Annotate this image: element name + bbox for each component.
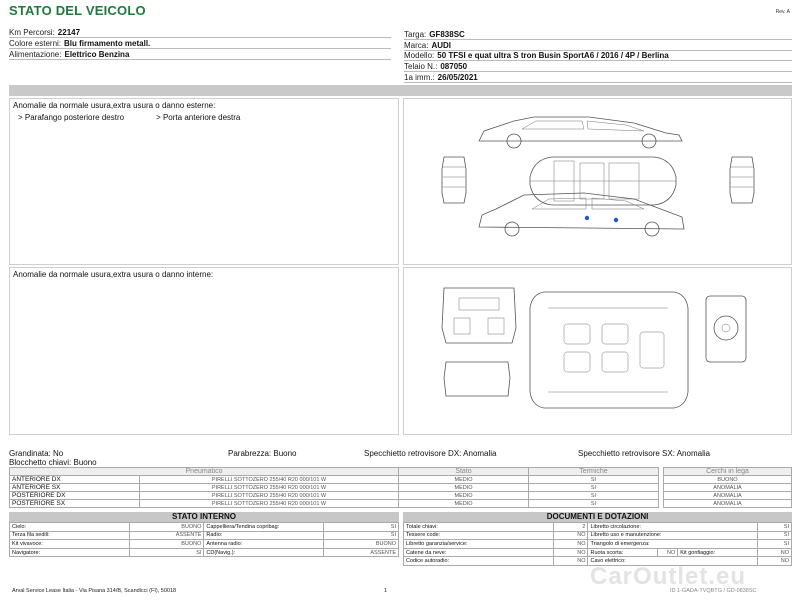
tyre-position: ANTERIORE SX xyxy=(10,484,140,492)
field-label: Tessere code: xyxy=(404,531,554,540)
field-value: NO xyxy=(758,557,792,566)
field-label: Codice autoradio: xyxy=(404,557,554,566)
field-value: SI xyxy=(129,548,204,557)
interior-car-diagram xyxy=(404,268,791,434)
mirror-right-status: Specchietto retrovisore DX: Anomalia xyxy=(364,449,497,458)
tyre-position: POSTERIORE SX xyxy=(10,500,140,508)
section-divider xyxy=(9,85,792,96)
color-row xyxy=(9,38,391,49)
dashboard-view xyxy=(442,288,516,343)
field-label: CD(Navig.): xyxy=(204,548,324,557)
table-row xyxy=(404,540,792,549)
field-label: Libretto circolazione: xyxy=(588,523,758,532)
field-label: Libretto garanzia/service: xyxy=(404,540,554,549)
field-value: ASSENTE xyxy=(129,531,204,540)
tyre-winter: SI xyxy=(529,476,659,484)
registration-row xyxy=(404,72,792,83)
exterior-damage-item: > Porta anteriore destra xyxy=(156,113,241,122)
field-value: SI xyxy=(758,523,792,532)
documents-table xyxy=(403,522,792,566)
column-header-tyre: Pneumatico xyxy=(10,468,399,476)
mirror-left-status: Specchietto retrovisore SX: Anomalia xyxy=(578,449,711,458)
interior-status-title: STATO INTERNO xyxy=(9,512,399,522)
tyre-position: ANTERIORE DX xyxy=(10,476,140,484)
field-value: SI xyxy=(324,531,399,540)
interior-diagram-panel xyxy=(403,267,792,435)
field-label: Antenna radio: xyxy=(204,540,324,549)
column-header-condition: Stato xyxy=(399,468,529,476)
field-value: SI xyxy=(758,531,792,540)
tyre-model: PIRELLI SOTTOZERO 255/40 R20 000/101 W xyxy=(140,484,399,492)
rim-condition: ANOMALIA xyxy=(664,484,792,492)
brand-label: Marca: xyxy=(404,41,429,50)
exterior-damage-panel xyxy=(9,98,399,265)
km-row xyxy=(9,27,391,38)
field-label: Cielo: xyxy=(10,523,130,532)
interior-damage-title: Anomalie da normale usura,extra usura o danno interne: xyxy=(13,270,214,279)
car-rear-view xyxy=(730,157,754,203)
tyre-position: POSTERIORE DX xyxy=(10,492,140,500)
chassis-value: 087050 xyxy=(440,62,468,71)
table-row xyxy=(10,523,399,532)
field-label: Cavo elettrico: xyxy=(588,557,758,566)
tyre-condition: MEDIO xyxy=(399,476,529,484)
ignition-status: Blocchetto chiavi: Buono xyxy=(9,458,97,467)
field-label: Kit gonfiaggio: xyxy=(678,548,758,557)
watermark-logo: CarOutlet.eu xyxy=(590,563,747,590)
table-row xyxy=(10,476,792,484)
model-value: 50 TFSI e quat ultra S tron Busin SportA6 / 2016 / 4P / Berlina xyxy=(437,51,669,60)
table-row xyxy=(404,548,792,557)
tyre-condition: MEDIO xyxy=(399,484,529,492)
page-title: STATO DEL VEICOLO xyxy=(9,3,146,18)
damage-marker xyxy=(585,216,589,220)
field-label: Ruota scorta: xyxy=(588,548,658,557)
color-value: Blu firmamento metall. xyxy=(64,39,151,48)
table-row xyxy=(10,531,399,540)
brand-value: AUDI xyxy=(431,41,452,50)
tyre-winter: SI xyxy=(529,484,659,492)
car-side-view-top xyxy=(479,117,682,148)
model-row xyxy=(404,50,792,61)
field-label: Libretto uso e manutenzione: xyxy=(588,531,758,540)
table-row xyxy=(10,492,792,500)
field-value: NO xyxy=(553,540,588,549)
field-value: NO xyxy=(658,548,678,557)
tyre-winter: SI xyxy=(529,500,659,508)
damage-marker xyxy=(614,218,618,222)
rim-condition: BUONO xyxy=(664,476,792,484)
table-row xyxy=(404,531,792,540)
plate-label: Targa: xyxy=(404,30,427,39)
tyre-model: PIRELLI SOTTOZERO 255/40 R20 000/101 W xyxy=(140,500,399,508)
plate-row xyxy=(404,29,792,40)
exterior-damage-list xyxy=(18,113,240,122)
interior-damage-panel xyxy=(9,267,399,435)
field-value: ASSENTE xyxy=(324,548,399,557)
tyre-condition: MEDIO xyxy=(399,492,529,500)
tyre-condition: MEDIO xyxy=(399,500,529,508)
footer-address: Arval Service Lease Italia - Via Pisana 314/B, Scandicci (FI), 50018 xyxy=(12,588,177,594)
rim-condition: ANOMALIA xyxy=(664,492,792,500)
field-value: NO xyxy=(553,548,588,557)
exterior-damage-title: Anomalie da normale usura,extra usura o danno esterne: xyxy=(13,101,216,110)
car-top-view xyxy=(530,157,676,205)
registration-value: 26/05/2021 xyxy=(437,73,478,82)
field-value: NO xyxy=(758,548,792,557)
table-row xyxy=(10,540,399,549)
table-row xyxy=(404,523,792,532)
registration-label: 1a imm.: xyxy=(404,73,435,82)
column-header-rims: Cerchi in lega xyxy=(664,468,792,476)
footer-document-id: ID 1-GADA-TVQBTG / GD-0838SC xyxy=(670,588,757,594)
field-label: Totale chiavi: xyxy=(404,523,554,532)
fuel-row xyxy=(9,49,391,60)
field-value: BUONO xyxy=(324,540,399,549)
hail-status: Grandinata: No xyxy=(9,449,64,458)
fuel-value: Elettrico Benzina xyxy=(64,50,130,59)
car-front-view xyxy=(442,157,466,203)
km-label: Km Percorsi: xyxy=(9,28,55,37)
field-label: Catene da neve: xyxy=(404,548,554,557)
field-label: Radio: xyxy=(204,531,324,540)
field-label: Cappelliera/Tendina copribag: xyxy=(204,523,324,532)
table-row xyxy=(10,548,399,557)
model-label: Modello: xyxy=(404,51,435,60)
page-number: 1 xyxy=(384,588,388,594)
field-value: SI xyxy=(324,523,399,532)
field-label: Triangolo di emergenza: xyxy=(588,540,758,549)
exterior-damage-item: > Parafango posteriore destro xyxy=(18,113,125,122)
car-side-view-bottom xyxy=(479,193,684,236)
rear-window-view xyxy=(444,362,510,396)
field-value: NO xyxy=(553,531,588,540)
field-value: BUONO xyxy=(129,523,204,532)
interior-status-table xyxy=(9,522,399,557)
table-header-row xyxy=(10,468,792,476)
rim-condition: ANOMALIA xyxy=(664,500,792,508)
field-value: BUONO xyxy=(129,540,204,549)
exterior-car-diagram xyxy=(404,99,791,264)
chassis-row xyxy=(404,61,792,72)
windshield-status: Parabrezza: Buono xyxy=(228,449,297,458)
field-label: Terza fila sedili: xyxy=(10,531,130,540)
revision-label: Rev. A xyxy=(775,9,790,15)
plate-value: GF838SC xyxy=(429,30,465,39)
km-value: 22147 xyxy=(57,28,81,37)
exterior-diagram-panel xyxy=(403,98,792,265)
table-row xyxy=(10,484,792,492)
field-value: 2 xyxy=(553,523,588,532)
field-label: Navigatore: xyxy=(10,548,130,557)
seats-top-view xyxy=(530,292,688,408)
tyre-model: PIRELLI SOTTOZERO 255/40 R20 000/101 W xyxy=(140,492,399,500)
documents-title: DOCUMENTI E DOTAZIONI xyxy=(403,512,792,522)
field-value: NO xyxy=(553,557,588,566)
tyre-model: PIRELLI SOTTOZERO 255/40 R20 000/101 W xyxy=(140,476,399,484)
color-label: Colore esterni: xyxy=(9,39,62,48)
chassis-label: Telaio N.: xyxy=(404,62,438,71)
field-value: SI xyxy=(758,540,792,549)
field-label: Kit vivavoce: xyxy=(10,540,130,549)
tyres-table xyxy=(9,467,792,508)
column-header-winter: Termiche xyxy=(529,468,659,476)
steering-wheel-view xyxy=(706,296,746,362)
tyre-winter: SI xyxy=(529,492,659,500)
table-row xyxy=(10,500,792,508)
fuel-label: Alimentazione: xyxy=(9,50,62,59)
condition-summary xyxy=(9,449,792,467)
